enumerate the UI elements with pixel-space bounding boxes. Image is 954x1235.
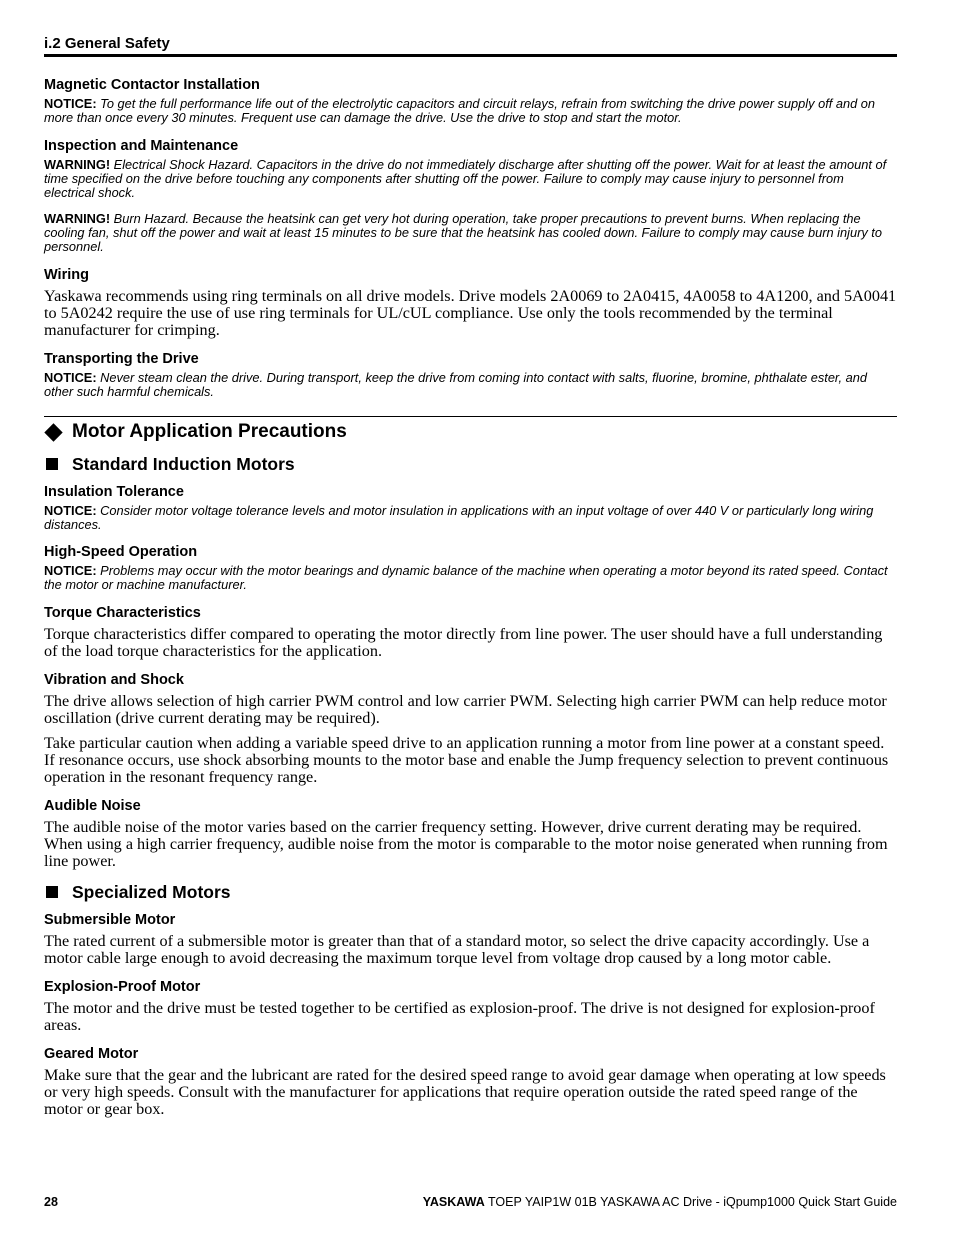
vibration-text-2: Take particular caution when adding a variable speed drive to an application running a motor from line power at a constant speed. If resonance occurs, use shock absorbing mounts to the motor base and enable the Jump frequency selection to prevent continuous operation in the resonant frequency range.: [44, 734, 889, 786]
header-rule: [44, 54, 897, 57]
geared-heading: Geared Motor: [44, 1046, 139, 1062]
explosion-heading: Explosion-Proof Motor: [44, 979, 201, 995]
notice-text: Consider motor voltage tolerance levels and motor insulation in applications with an input voltage of over 440 V or particularly long wiring distances.: [44, 503, 874, 532]
notice-tag: NOTICE:: [44, 503, 97, 518]
magnetic-notice: [44, 97, 897, 125]
notice-tag: NOTICE:: [44, 96, 97, 111]
vibration-text-1: The drive allows selection of high carrier PWM control and low carrier PWM. Selecting high carrier PWM can help reduce motor oscillation (drive current derating may be required).: [44, 692, 887, 727]
section-rule: [44, 416, 897, 417]
shock-warning: [44, 158, 897, 200]
square-bullet-icon: [46, 886, 58, 898]
notice-tag: NOTICE:: [44, 563, 97, 578]
warning-tag: WARNING!: [44, 211, 111, 226]
transport-notice: [44, 371, 897, 399]
page-number: 28: [44, 1195, 58, 1209]
warning-text: Burn Hazard. Because the heatsink can get very hot during operation, take proper precautions to prevent burns. When replacing the cooling fan, shut off the power and wait at least 15 minutes to be sure that the heatsink has cooled down. Failure to comply may cause burn injury to personnel.: [44, 211, 882, 254]
torque-heading: Torque Characteristics: [44, 605, 201, 621]
submersible-text: The rated current of a submersible motor is greater than that of a standard motor, so select the drive capacity accordingly. Use a motor cable large enough to avoid decreasing the maximum torque level from voltage drop caused by a long motor cable.: [44, 932, 870, 967]
specialized-motors-title: [44, 882, 897, 902]
inspection-heading: Inspection and Maintenance: [44, 138, 239, 154]
burn-warning: [44, 212, 897, 254]
magnetic-heading: Magnetic Contactor Installation: [44, 77, 260, 93]
geared-text: Make sure that the gear and the lubricant are rated for the desired speed range to avoid gear damage when operating at low speeds or very high speeds. Consult with the manufacturer for applications that require operation outside the rated speed range of the motor or gear box.: [44, 1066, 886, 1118]
motor-precautions-title: [44, 421, 897, 443]
notice-tag: NOTICE:: [44, 370, 97, 385]
warning-tag: WARNING!: [44, 157, 111, 172]
insulation-notice: [44, 504, 897, 532]
highspeed-notice: [44, 564, 897, 592]
footer-doc-info: [423, 1195, 897, 1209]
title-text: Motor Application Precautions: [72, 421, 347, 442]
torque-text: Torque characteristics differ compared to operating the motor directly from line power. The user should have a full understanding of the load torque characteristics for the application.: [44, 625, 883, 660]
highspeed-heading: High-Speed Operation: [44, 544, 198, 560]
noise-text: The audible noise of the motor varies based on the carrier frequency setting. However, drive current derating may be required. When using a high carrier frequency, audible noise from the motor is comparable to the motor noise generated when running from line power.: [44, 818, 888, 870]
explosion-text: The motor and the drive must be tested together to be certified as explosion-proof. The drive is not designed for explosion-proof areas.: [44, 999, 875, 1034]
notice-text: Never steam clean the drive. During transport, keep the drive from coming into contact with salts, fluorine, bromine, phthalate ester, and other such harmful chemicals.: [44, 370, 867, 399]
diamond-bullet-icon: [44, 423, 62, 441]
warning-text: Electrical Shock Hazard. Capacitors in the drive do not immediately discharge after shutting off the power. Wait for at least the amount of time specified on the drive before touching any components after shutting off the power. Failure to comply may cause injury to personnel from electrical shock.: [44, 157, 887, 200]
footer-brand: YASKAWA: [422, 1195, 485, 1209]
insulation-heading: Insulation Tolerance: [44, 484, 184, 500]
title-text: Specialized Motors: [72, 882, 231, 902]
wiring-heading: Wiring: [44, 267, 89, 283]
wiring-text: Yaskawa recommends using ring terminals on all drive models. Drive models 2A0069 to 2A0415, 4A0058 to 4A1200, and 5A0041 to 5A0242 require the use of use ring terminals for UL/cUL compliance. Use only the tools recommended by the terminal manufacturer for crimping.: [44, 287, 897, 339]
vibration-heading: Vibration and Shock: [44, 672, 184, 688]
notice-text: Problems may occur with the motor bearings and dynamic balance of the machine when operating a motor beyond its rated speed. Contact the motor or machine manufacturer.: [44, 563, 888, 592]
submersible-heading: Submersible Motor: [44, 912, 176, 928]
standard-motors-title: [44, 454, 897, 474]
section-header: i.2 General Safety: [44, 35, 170, 52]
title-text: Standard Induction Motors: [72, 454, 295, 474]
square-bullet-icon: [46, 458, 58, 470]
transport-heading: Transporting the Drive: [44, 351, 199, 367]
noise-heading: Audible Noise: [44, 798, 141, 814]
footer-doc-title: TOEP YAIP1W 01B YASKAWA AC Drive - iQpump1000 Quick Start Guide: [484, 1195, 897, 1209]
notice-text: To get the full performance life out of the electrolytic capacitors and circuit relays, refrain from switching the drive power supply off and on more than once every 30 minutes. Frequent use can damage the drive. Use the drive to stop and start the motor.: [44, 96, 876, 125]
